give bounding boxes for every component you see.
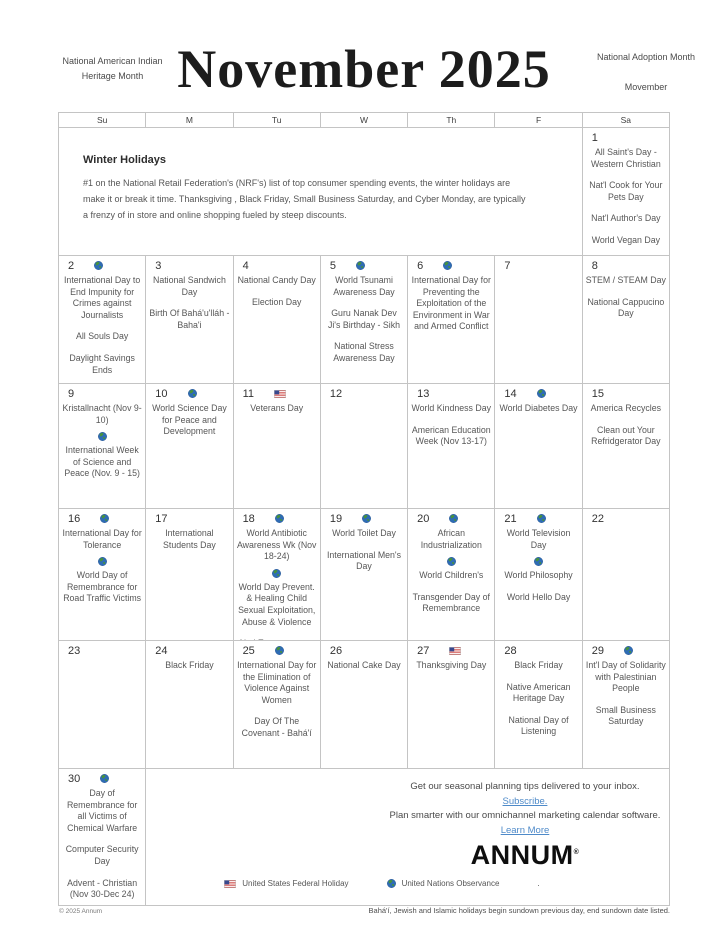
holiday-label: Election Day xyxy=(252,296,302,307)
day-cell-8 xyxy=(583,256,670,384)
globe-icon xyxy=(537,389,546,398)
holiday-label: World Science Day for Peace and Development xyxy=(152,403,227,437)
holiday-label: World Antibiotic Awareness Wk (Nov 18-24) xyxy=(236,528,317,562)
holiday-label: International Day for Tolerance xyxy=(62,528,142,550)
legend-un-observance-label: United Nations Observance xyxy=(401,879,500,888)
day-number: 3 xyxy=(155,259,162,272)
day-number: 30 xyxy=(68,772,81,785)
globe-icon xyxy=(447,558,456,568)
holiday-label: World Hello Day xyxy=(506,591,571,602)
day-number: 14 xyxy=(504,387,517,400)
promo-line-1: Get our seasonal planning tips delivered to your inbox. xyxy=(410,781,640,792)
globe-icon xyxy=(387,879,396,888)
holiday-label: International Day for the Elimination of Violence Against Women xyxy=(237,660,317,705)
holiday-label: STEM / STEAM Day xyxy=(585,275,666,285)
weekday-header-f: F xyxy=(495,113,582,128)
weekday-header-w: W xyxy=(321,113,408,128)
day-cell-21 xyxy=(495,509,582,641)
sundown-note: Bahá'í, Jewish and Islamic holidays begin sundown previous day, end sundown date listed. xyxy=(368,906,670,915)
holiday-label: America Recycles xyxy=(590,403,662,413)
copyright: © 2025 Annum xyxy=(59,908,103,915)
holiday-label: World Tsunami Awareness Day xyxy=(333,275,395,297)
winter-holidays-note xyxy=(59,128,583,256)
holiday-label: World Day of Remembrance for Road Traffic Victims xyxy=(63,570,142,604)
holiday-label: World Day Prevent. & Healing Child Sexual Exploitation, Abuse & Violence xyxy=(238,581,316,627)
globe-icon xyxy=(624,646,633,655)
day-number: 4 xyxy=(242,259,249,272)
day-number: 1 xyxy=(591,131,598,144)
legend-us-federal xyxy=(224,879,348,888)
globe-icon xyxy=(98,558,107,568)
holiday-label: Small Business Saturday xyxy=(595,704,656,727)
day-cell-13 xyxy=(408,384,495,509)
registered-mark: ® xyxy=(573,848,580,856)
day-cell-26 xyxy=(321,641,408,769)
day-cell-24 xyxy=(146,641,233,769)
right-observance-2: Movember xyxy=(624,81,668,92)
day-number: 26 xyxy=(329,644,343,657)
day-cell-7 xyxy=(495,256,582,384)
globe-icon xyxy=(443,261,452,270)
us-flag-icon xyxy=(449,647,461,655)
promo-cell xyxy=(146,769,670,906)
holiday-label: National Day of Listening xyxy=(508,714,569,737)
day-number: 13 xyxy=(417,387,430,400)
legend-un-observance xyxy=(387,879,500,888)
holiday-label: Nat'l Cook for Your Pets Day xyxy=(589,180,663,202)
promo-line-2: Plan smarter with our omnichannel marketing calendar software. xyxy=(389,810,661,822)
globe-icon xyxy=(188,389,197,398)
day-number: 21 xyxy=(504,512,517,525)
globe-icon xyxy=(272,570,281,580)
day-cell-25 xyxy=(234,641,321,769)
day-number: 23 xyxy=(68,644,81,657)
right-observance-1: National Adoption Month xyxy=(596,52,696,62)
day-number: 25 xyxy=(242,644,255,657)
holiday-label: International Week of Science and Peace (Nov. 9 - 15) xyxy=(64,445,140,479)
holiday-label: Birth Of Bahá'u'lláh - Baha'i xyxy=(149,308,230,330)
holiday-label: International Students Day xyxy=(163,528,216,550)
holiday-label: World Philosophy xyxy=(504,570,573,581)
day-cell-28 xyxy=(495,641,582,769)
day-cell-30 xyxy=(59,769,146,906)
us-flag-icon xyxy=(224,880,236,888)
day-number: 11 xyxy=(242,387,254,400)
day-number: 29 xyxy=(591,644,604,657)
holiday-label: Native American Heritage Day xyxy=(506,681,571,704)
holiday-label: National Cake Day xyxy=(327,660,401,670)
weekday-header-m: M xyxy=(146,113,233,128)
holiday-label: Black Friday xyxy=(514,660,563,670)
holiday-label: World Vegan Day xyxy=(591,235,660,246)
day-cell-12 xyxy=(321,384,408,509)
holiday-label: National Candy Day xyxy=(237,275,316,285)
day-number: 15 xyxy=(591,387,604,400)
page-title: November 2025 xyxy=(177,39,551,99)
holiday-label: Veterans Day xyxy=(250,403,304,413)
day-number: 28 xyxy=(504,644,517,657)
holiday-label: American Education Week (Nov 13-17) xyxy=(411,424,491,447)
day-number: 19 xyxy=(329,512,343,525)
globe-icon xyxy=(94,261,103,270)
day-number: 8 xyxy=(591,259,598,272)
legend-us-federal-label: United States Federal Holiday xyxy=(242,879,349,888)
left-month-observance: National American Indian Heritage Month xyxy=(62,56,163,81)
globe-icon xyxy=(275,514,284,523)
day-number: 5 xyxy=(329,259,336,272)
holiday-label: World Children's xyxy=(419,570,484,581)
right-month-observances xyxy=(576,50,716,94)
holiday-label: World Kindness Day xyxy=(411,403,492,413)
promo-block xyxy=(389,780,661,869)
globe-icon xyxy=(275,646,284,655)
calendar-grid xyxy=(58,112,670,906)
day-cell-22 xyxy=(583,509,670,641)
day-cell-1 xyxy=(583,128,670,256)
day-cell-14 xyxy=(495,384,582,509)
day-number: 20 xyxy=(417,512,430,525)
globe-icon xyxy=(537,514,546,523)
day-number: 22 xyxy=(591,512,604,525)
holiday-label: Black Friday xyxy=(165,660,214,670)
day-cell-19 xyxy=(321,509,408,641)
day-cell-18 xyxy=(234,509,321,641)
subscribe-link[interactable]: Subscribe. xyxy=(502,795,548,807)
day-cell-4 xyxy=(234,256,321,384)
day-number: 12 xyxy=(329,387,343,400)
holiday-label: Int'l Day of Solidarity with Palestinian People xyxy=(585,660,666,694)
holiday-label: International Day to End Impunity for Crimes against Journalists xyxy=(63,275,141,320)
day-cell-16 xyxy=(59,509,146,641)
day-cell-20 xyxy=(408,509,495,641)
weekday-header-sa: Sa xyxy=(583,113,670,128)
day-cell-15 xyxy=(583,384,670,509)
holiday-label: International Day for Preventing the Exploitation of the Environment in War and Armed Conflict xyxy=(411,275,491,332)
day-cell-11 xyxy=(234,384,321,509)
globe-icon xyxy=(534,558,543,568)
holiday-label: Computer Security Day xyxy=(65,844,139,867)
holiday-label: Nat'l Author's Day xyxy=(591,213,661,224)
holiday-label: Clean out Your Refridgerator Day xyxy=(591,424,661,447)
holiday-label: All Souls Day xyxy=(75,331,129,342)
day-number: 2 xyxy=(68,259,75,272)
holiday-label: National Cappucino Day xyxy=(587,296,665,319)
day-cell-10 xyxy=(146,384,233,509)
day-number: 17 xyxy=(155,512,168,525)
day-cell-29 xyxy=(583,641,670,769)
day-number: 6 xyxy=(417,259,424,272)
globe-icon xyxy=(100,514,109,523)
day-cell-5 xyxy=(321,256,408,384)
day-number: 7 xyxy=(504,259,511,272)
globe-icon xyxy=(449,514,458,523)
globe-icon xyxy=(356,261,365,270)
holiday-label: World Diabetes Day xyxy=(499,403,578,413)
holiday-label: National Sandwich Day xyxy=(152,275,226,297)
holiday-label: Guru Nanak Dev Ji's Birthday - Sikh xyxy=(327,308,401,330)
day-cell-23 xyxy=(59,641,146,769)
day-number: 10 xyxy=(155,387,168,400)
day-number: 24 xyxy=(155,644,168,657)
us-flag-icon xyxy=(274,390,286,398)
day-cell-9 xyxy=(59,384,146,509)
legend xyxy=(224,879,539,888)
day-cell-27 xyxy=(408,641,495,769)
holiday-label: World Television Day xyxy=(506,528,571,550)
weekday-header-th: Th xyxy=(408,113,495,128)
holiday-label: Thanksgiving Day xyxy=(416,660,487,670)
day-number: 16 xyxy=(68,512,81,525)
day-cell-3 xyxy=(146,256,233,384)
holiday-label: National Stress Awareness Day xyxy=(333,341,395,364)
annum-logo: ANNUM® xyxy=(470,839,580,870)
holiday-label: Advent - Christian (Nov 30-Dec 24) xyxy=(67,877,138,900)
weekday-header-tu: Tu xyxy=(234,113,321,128)
day-number: 18 xyxy=(242,512,255,525)
holiday-label: Daylight Savings Ends xyxy=(69,353,135,375)
holiday-label: Day of Remembrance for all Victims of Chemical Warfare xyxy=(66,788,138,833)
winter-note-title: Winter Holidays xyxy=(83,154,167,166)
day-cell-17 xyxy=(146,509,233,641)
holiday-label: Kristallnacht (Nov 9-10) xyxy=(62,403,142,425)
day-number: 9 xyxy=(68,387,75,400)
day-cell-6 xyxy=(408,256,495,384)
holiday-label: Transgender Day of Remembrance xyxy=(412,591,490,614)
winter-note-body: #1 on the National Retail Federation's (NRF's) list of top consumer spending events, the winter holidays are make it or break it time. Thanksgiving , Black Friday, Small Business Saturday, and Cyber Monday, are typically a frenzy of in store and online shopping fueled by steep discounts. xyxy=(83,178,526,221)
learn-more-link[interactable]: Learn More xyxy=(500,825,550,837)
holiday-label: All Saint's Day - Western Christian xyxy=(590,147,661,169)
globe-icon xyxy=(98,433,107,443)
holiday-label: International Men's Day xyxy=(326,549,402,572)
weekday-header-su: Su xyxy=(59,113,146,128)
holiday-label: World Toilet Day xyxy=(332,528,396,538)
day-cell-2 xyxy=(59,256,146,384)
globe-icon xyxy=(362,514,371,523)
globe-icon xyxy=(100,774,109,783)
day-number: 27 xyxy=(417,644,430,657)
holiday-label: Day Of The Covenant - Bahá'í xyxy=(241,716,312,739)
legend-footnote-mark: . xyxy=(537,879,540,888)
holiday-label: African Industrialization xyxy=(420,528,482,550)
